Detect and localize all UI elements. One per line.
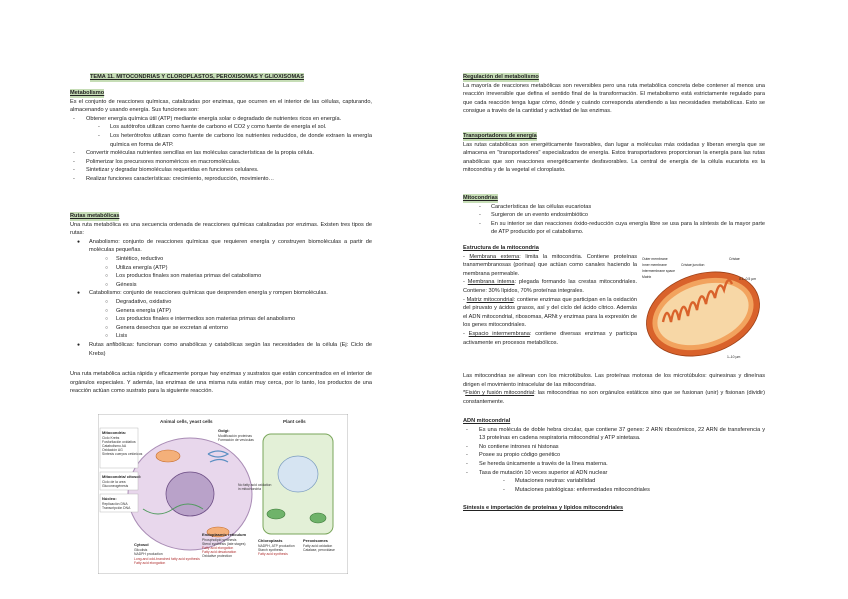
svg-text:Cristae: Cristae (729, 257, 740, 261)
list-item: - Mutaciones patológicas: enfermedades mitocondriales (475, 486, 765, 495)
svg-text:Fatty acid desaturation: Fatty acid desaturation (202, 550, 237, 554)
list-item: - Los autótrofos utilizan como fuente de carbono el CO2 y como fuente de energía el sol. (70, 123, 372, 132)
svg-text:Outer membrane: Outer membrane (642, 257, 668, 261)
mitochondrion-shape (156, 450, 180, 462)
list-item: ○ Degradativo, oxidativo (70, 298, 372, 307)
list-item: ● Anabolismo: conjunto de reacciones químicas que requieren energía y construyen biomoléculas a partir de moléculas pequeñas. ○ Sintético, reductivo ○ Utiliza energía (ATP) ○ Los productos finales son materias primas del catabolismo ○ Génesis (70, 238, 372, 290)
list-item: ○ Genera energía (ATP) (70, 307, 372, 316)
section-rutas (70, 212, 372, 358)
membrana-externa: - Membrana externa: limita la mitocondria. Contiene proteínas transmembranosas (porinas) que actúan como canales haciendo la membrana permeable. (463, 253, 637, 277)
animal-title: Animal cells, yeast cells (160, 419, 213, 424)
svg-text:Síntesis cuerpos cetónicos: Síntesis cuerpos cetónicos (102, 452, 143, 456)
svg-text:in mitochondria: in mitochondria (238, 487, 261, 491)
metabolismo-list (70, 115, 372, 184)
chloroplast-shape (310, 513, 326, 523)
heading-estructura: Estructura de la mitocondria (463, 245, 539, 251)
section-mitocondrias (463, 194, 765, 237)
rutas-list (70, 238, 372, 358)
list-item: - Posee su propio código genético (463, 451, 765, 460)
list-item: ● Rutas anfibólicas: funcionan como anabólicas y catabólicas según las necesidades de la célula (Ej: Ciclo de Krebs) (70, 341, 372, 358)
heading-mitocondrias: Mitocondrias (463, 195, 498, 201)
svg-text:NADPH production: NADPH production (134, 552, 163, 556)
svg-text:Formación de vesículas: Formación de vesículas (218, 438, 254, 442)
heading-rutas: Rutas metabólicas (70, 213, 120, 219)
list-item: - Los heterótrofos utilizan como fuente de carbono los nutrientes reducidos, de donde extraen la energía química en forma de ATP. (70, 132, 372, 149)
section-adn (463, 417, 765, 494)
sub-list (70, 123, 372, 149)
section-metabolismo (70, 89, 372, 184)
metabolismo-intro: Es el conjunto de reacciones químicas, catalizadas por enzimas, que ocurren en el interior de las células, capturando, almacenando y usando energía. Sus funciones son: (70, 98, 372, 114)
svg-text:Mitocondria/ citosol:: Mitocondria/ citosol: (102, 474, 142, 479)
svg-text:Oxidación AG: Oxidación AG (102, 448, 123, 452)
svg-text:Endoplasmic reticulum: Endoplasmic reticulum (202, 532, 247, 537)
list-item: - No contiene intrones ni histonas (463, 443, 765, 452)
list-item: - Realizar funciones características: crecimiento, reproducción, movimiento… (70, 175, 372, 184)
list-item: - Obtener energía química útil (ATP) mediante energía solar o degradado de nutrientes ricos en energía. - Los autótrofos utilizan como fuente de carbono el CO2 y como fuente de energía el sol. - Los heterótrofos utilizan como fuente de carbono los nutrientes reducidos, de donde extraen la energía química en forma de ATP. (70, 115, 372, 149)
chloroplast-shape (267, 509, 285, 519)
mitochondrion-figure (641, 252, 765, 364)
list-item: ○ Lisis (70, 332, 372, 341)
fision-text: *Fisión y fusión mitocondrial: las mitocondrias no son orgánulos estáticos sino que se fusionan (unir) y fisionan (dividir) constantemente. (463, 390, 765, 405)
svg-text:Intermembrane space: Intermembrane space (642, 269, 675, 273)
list-item: - Polimerizar los precursores monoméricos en macromoléculas. (70, 158, 372, 167)
svg-text:Transcripción DNA: Transcripción DNA (102, 506, 131, 510)
svg-text:Ciclo Krebs: Ciclo Krebs (102, 436, 120, 440)
svg-text:Sterol synthesis (late stages): Sterol synthesis (late stages) (202, 542, 246, 546)
vacuole-shape (278, 456, 318, 492)
svg-text:Phospholipid synthesis: Phospholipid synthesis (202, 538, 237, 542)
svg-text:Fatty acid elongation: Fatty acid elongation (134, 561, 166, 565)
svg-text:Replicación DNA: Replicación DNA (102, 502, 128, 506)
section-microtubulos (463, 372, 765, 406)
svg-text:Fatty acid elongation: Fatty acid elongation (202, 546, 234, 550)
svg-text:1–10 µm: 1–10 µm (727, 355, 741, 359)
svg-text:NADPH, ATP production: NADPH, ATP production (258, 544, 295, 548)
svg-text:Catalase, peroxidase: Catalase, peroxidase (303, 548, 335, 552)
plant-title: Plant cells (283, 419, 306, 424)
list-item: - Tasa de mutación 10 veces superior al ADN nuclear - Mutaciones neutras: variabilidad - Mutaciones patológicas: enfermedades mitocondriales (463, 469, 765, 495)
section-transportadores (463, 132, 765, 175)
heading-metabolismo: Metabolismo (70, 90, 105, 96)
svg-text:Chloroplasts: Chloroplasts (258, 538, 283, 543)
svg-text:Inner membrane: Inner membrane (642, 263, 667, 267)
svg-text:No fatty acid oxidation: No fatty acid oxidation (238, 483, 272, 487)
section-regulacion (463, 73, 765, 116)
adn-list (463, 426, 765, 495)
list-item: ○ Genera desechos que se excretan al entorno (70, 324, 372, 333)
microtubulos-text: Las mitocondrias se alinean con los microtúbulos. Las proteínas motoras de los microtúbulos: quinesinas y dineínas dirigen el movimiento intracelular de las mitocondrias. (463, 373, 765, 388)
svg-text:Gluconeogénesis: Gluconeogénesis (102, 484, 129, 488)
transportadores-text: Las rutas catabólicas son energéticamente favorables, dan lugar a moléculas más oxidadas y liberan energía que se almacena en "transportadores" especializados de energía. Estos transportadores proporcionan la energía para las rutas anabólicas que son reacciones energéticamente desfavorables. La central de energía de la célula eucariota es la mitocondria y de la vegetal el cloroplasto. (463, 141, 765, 174)
cell-compartments-figure (98, 414, 348, 574)
svg-text:Peroxisomes: Peroxisomes (303, 538, 328, 543)
page-title: TEMA 11. MITOCONDRIAS Y CLOROPLASTOS, PEROXISOMAS Y GLIOXISOMAS (90, 74, 304, 80)
svg-text:Golgi:: Golgi: (218, 428, 230, 433)
svg-text:Ciclo de la urea: Ciclo de la urea (102, 480, 126, 484)
list-item: - En su interior se dan reacciones óxido-reducción cuya energía libre se usa para la síntesis de la mayor parte de ATP producido por el catabolismo. (463, 220, 765, 237)
list-item: - Es una molécula de doble hebra circular, que contiene 37 genes: 2 ARN ribosómicos, 22 ARN de transferencia y 13 proteínas en cadena respiratoria mitocondrial y ATP sintetasa. (463, 426, 765, 443)
svg-text:Cristae junction: Cristae junction (681, 263, 705, 267)
matriz: - Matriz mitocondrial: contiene enzimas que participan en la oxidación del piruvato y ácidos grasos, así y del ciclo del ácido cítrico. Además el ADN mitocondrial, ribosomas, ARNt y enzimas para la expresión de los genes mitocondriales. (463, 296, 637, 329)
list-item: - Características de las células eucariotas (463, 203, 765, 212)
list-item: ● Catabolismo: conjunto de reacciones químicas que desprenden energía y rompen biomoléculas. ○ Degradativo, oxidativo ○ Genera energía (ATP) ○ Los productos finales e intermedios son materias primas del anabolismo ○ Genera desechos que se excretan al entorno ○ Lisis (70, 289, 372, 341)
svg-text:Starch synthesis: Starch synthesis (258, 548, 283, 552)
svg-text:Cytosol: Cytosol (134, 542, 149, 547)
svg-text:Long-and odd-branched fatty ac: Long-and odd-branched fatty acid synthesis (134, 557, 200, 561)
list-item: ○ Los productos finales son materias primas del catabolismo (70, 272, 372, 281)
svg-text:Matrix: Matrix (642, 275, 652, 279)
section-sintesis (463, 504, 765, 513)
mito-label: Mitocondria: (102, 430, 126, 435)
list-item: ○ Utiliza energía (ATP) (70, 264, 372, 273)
svg-text:Fatty acid synthesis: Fatty acid synthesis (258, 552, 288, 556)
section-parrafo-ruta (70, 370, 372, 396)
list-item: ○ Los productos finales e intermedios son materias primas del anabolismo (70, 315, 372, 324)
heading-regulacion: Regulación del metabolismo (463, 74, 539, 80)
svg-text:Catabolismo AA: Catabolismo AA (102, 444, 127, 448)
list-item: - Mutaciones neutras: variabilidad (475, 477, 765, 486)
sub-list (70, 255, 372, 289)
svg-text:0.1–0.5 µm: 0.1–0.5 µm (739, 277, 757, 281)
list-item: - Se hereda únicamente a través de la línea materna. (463, 460, 765, 469)
mitocondrias-list (463, 203, 765, 237)
parrafo-ruta: Una ruta metabólica actúa rápida y eficazmente porque hay enzimas y sustratos que están concentrados en el interior de orgánulos especiales. Y además, las enzimas de una misma ruta están muy cerca, por lo tanto, los productos de una reacción actúan como sustrato para la siguiente reacción. (70, 371, 372, 395)
heading-sintesis: Síntesis e importación de proteínas y lípidos mitocondriales (463, 505, 624, 511)
svg-text:Modificación proteínas: Modificación proteínas (218, 434, 252, 438)
regulacion-text: La mayoría de reacciones metabólicas son reversibles pero una ruta metabólica concreta debe contener al menos una reacción irreversible que defina el sentido final de la transformación. El metabolismo está estrictamente regulado para que cada reacción tenga lugar cómo, dónde y cuándo corresponda atendiendo a las necesidades metabólicas. Esto se consigue a través de la cantidad y actividad de las enzimas. (463, 82, 765, 115)
section-estructura (463, 244, 637, 347)
heading-transportadores: Transportadores de energía (463, 133, 537, 139)
rutas-intro: Una ruta metabólica es una secuencia ordenada de reacciones químicas catalizadas por enzimas. Existen tres tipos de rutas: (70, 221, 372, 237)
list-item: - Convertir moléculas nutrientes sencillas en las moléculas características de la propia célula. (70, 149, 372, 158)
membrana-interna: - Membrana interna: plegada formando las crestas mitocondriales. Contiene: 30% lípidos, 70% proteínas integrales. (463, 279, 637, 294)
svg-text:Fatty acid oxidation: Fatty acid oxidation (303, 544, 333, 548)
svg-text:Núcleo:: Núcleo: (102, 496, 117, 501)
svg-text:Fosforilación oxidativa: Fosforilación oxidativa (102, 440, 136, 444)
list-item: ○ Sintético, reductivo (70, 255, 372, 264)
svg-text:Oxidative protection: Oxidative protection (202, 554, 232, 558)
svg-text:Glicolisis: Glicolisis (134, 548, 148, 552)
list-item: - Surgieron de un evento endosimbiótico (463, 211, 765, 220)
espacio-intermembrana: - Espacio intermembrana: contiene diversas enzimas y participa activamente en procesos metabólicos. (463, 330, 637, 346)
sub-list (70, 298, 372, 341)
sub-list (475, 477, 765, 494)
list-item: ○ Génesis (70, 281, 372, 290)
list-item: - Sintetizar y degradar biomoléculas requeridas en funciones celulares. (70, 166, 372, 175)
heading-adn: ADN mitocondrial (463, 418, 511, 424)
